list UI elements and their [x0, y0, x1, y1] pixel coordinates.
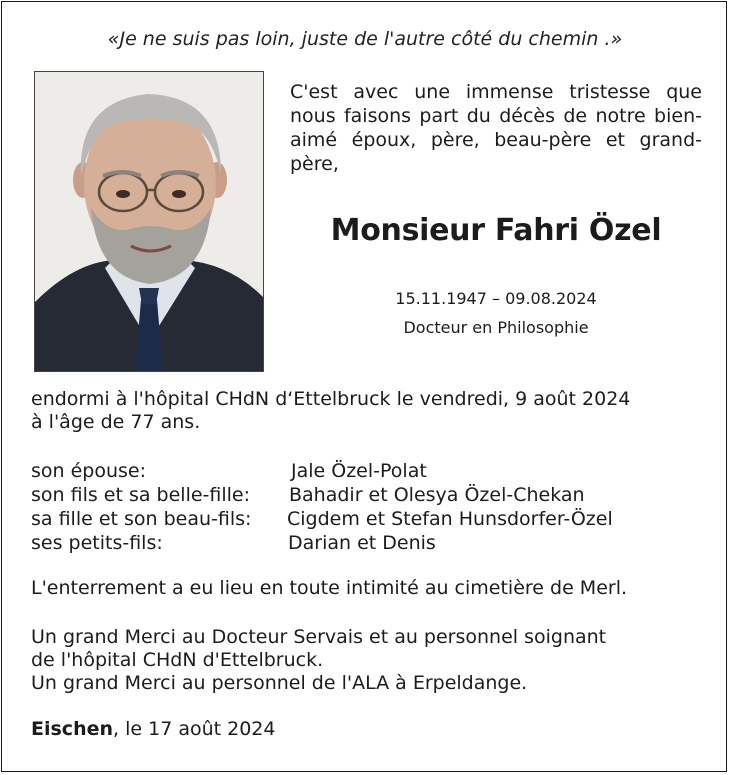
thanks-line: de l'hôpital CHdN d'Ettelbruck. [31, 649, 324, 671]
family-row [31, 531, 711, 555]
family-row [31, 507, 711, 531]
family-role: sa fille et son beau-fils: [31, 508, 252, 530]
intro-text: C'est avec une immense tristesse que nous faisons part du décès de notre bien-aimé époux, père, beau-père et grand-père, [290, 81, 702, 175]
academic-title: Docteur en Philosophie [403, 318, 589, 337]
deceased-name: Monsieur Fahri Özel [330, 213, 662, 248]
death-notice-line: à l'âge de 77 ans. [31, 411, 201, 433]
thanks-line: Un grand Merci au personnel de l'ALA à Erpeldange. [31, 672, 528, 694]
family-names: Cigdem et Stefan Hunsdorfer-Özel [287, 508, 613, 530]
family-role: son fils et sa belle-fille: [31, 484, 251, 506]
family-role: son épouse: [31, 460, 147, 482]
portrait-photo [34, 71, 264, 372]
death-notice-line: endormi à l'hôpital CHdN d‘Ettelbruck le vendredi, 9 août 2024 [31, 388, 631, 410]
family-names: Darian et Denis [288, 532, 436, 554]
death-notice [31, 388, 711, 434]
signature-place: Eischen [31, 718, 114, 740]
life-dates: 15.11.1947 – 09.08.2024 [395, 289, 597, 308]
family-row [31, 483, 711, 507]
thanks-line: Un grand Merci au Docteur Servais et au personnel soignant [31, 626, 607, 648]
family-role: ses petits-fils: [31, 532, 163, 554]
burial-text: L'enterrement a eu lieu en toute intimité au cimetière de Merl. [31, 577, 628, 599]
signature [31, 718, 275, 740]
family-names: Jale Özel-Polat [291, 460, 427, 482]
family-names: Bahadir et Olesya Özel-Chekan [289, 484, 585, 506]
family-row [31, 459, 711, 483]
memorial-quote: «Je ne suis pas loin, juste de l'autre côté du chemin .» [107, 28, 623, 50]
family-list [31, 459, 711, 555]
thanks-text [31, 626, 711, 695]
signature-date: , le 17 août 2024 [113, 718, 276, 740]
